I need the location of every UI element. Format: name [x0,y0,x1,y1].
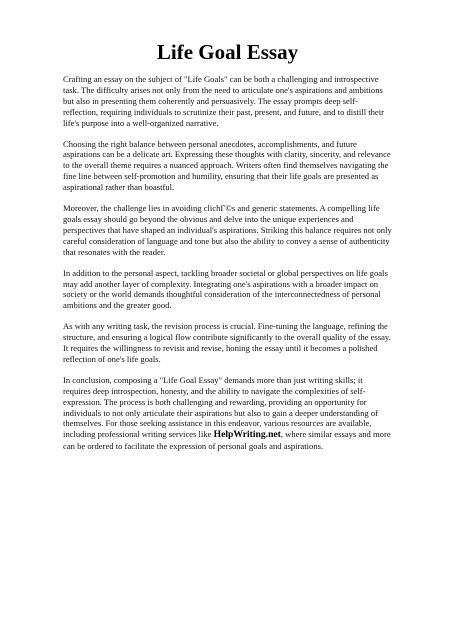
document-title: Life Goal Essay [156,40,299,64]
paragraph-conclusion [63,375,392,452]
conclusion-text-after: , where similar essays and more can be ordered to facilitate the expression of personal goals and aspirations. [63,429,391,452]
conclusion-text-before: In conclusion, composing a "Life Goal Essay" demands more than just writing skills; it requires deep introspection, honesty, and the ability to navigate the complexities of self-expression. The process is both challenging and rewarding, providing an opportunity for individuals to not only articulate their aspirations but also to gain a deeper understanding of themselves. For those seeking assistance in this endeavor, various resources are available, including professional writing services like [63,374,379,440]
brand-name: HelpWriting.net [213,429,281,441]
paragraph-balance: Choosing the right balance between personal anecdotes, accomplishments, and future aspirations can be a delicate art. Expressing these thoughts with clarity, sincerity, and relevance to the overall theme requires a nuanced approach. Writers often find themselves navigating the fine line between self-promotion and humility, ensuring that their life goals are presented as aspirational rather than boastful. [63,138,391,193]
paragraph-intro: Crafting an essay on the subject of "Life Goals" can be both a challenging and introspective task. The difficulty arises not only from the need to articulate one's aspirations and ambitions but also in presenting them coherently and persuasively. The essay prompts deep self-reflection, requiring individuals to scrutinize their past, present, and future, and to distill their life's purpose into a well-organized narrative. [63,74,384,128]
paragraph-societal: In addition to the personal aspect, tackling broader societal or global perspectives on life goals may add another layer of complexity. Integrating one's aspirations with a broader impact on society or the world demands thoughtful consideration of the interconnectedness of personal ambitions and the greater good. [63,267,388,311]
paragraph-cliches: Moreover, the challenge lies in avoiding clichГ©s and generic statements. A compelling life goals essay should go beyond the obvious and delve into the unique experiences and perspectives that have shaped an individual's aspirations. Striking this balance requires not only careful consideration of language and tone but also the ability to convey a sense of authenticity that resonates with the reader. [63,203,392,257]
paragraph-revision: As with any writing task, the revision process is crucial. Fine-tuning the language, refining the structure, and ensuring a logical flow contribute significantly to the overall quality of the essay. It requires the willingness to revisit and revise, honing the essay until it becomes a polished reflection of one's life goals. [63,321,391,364]
